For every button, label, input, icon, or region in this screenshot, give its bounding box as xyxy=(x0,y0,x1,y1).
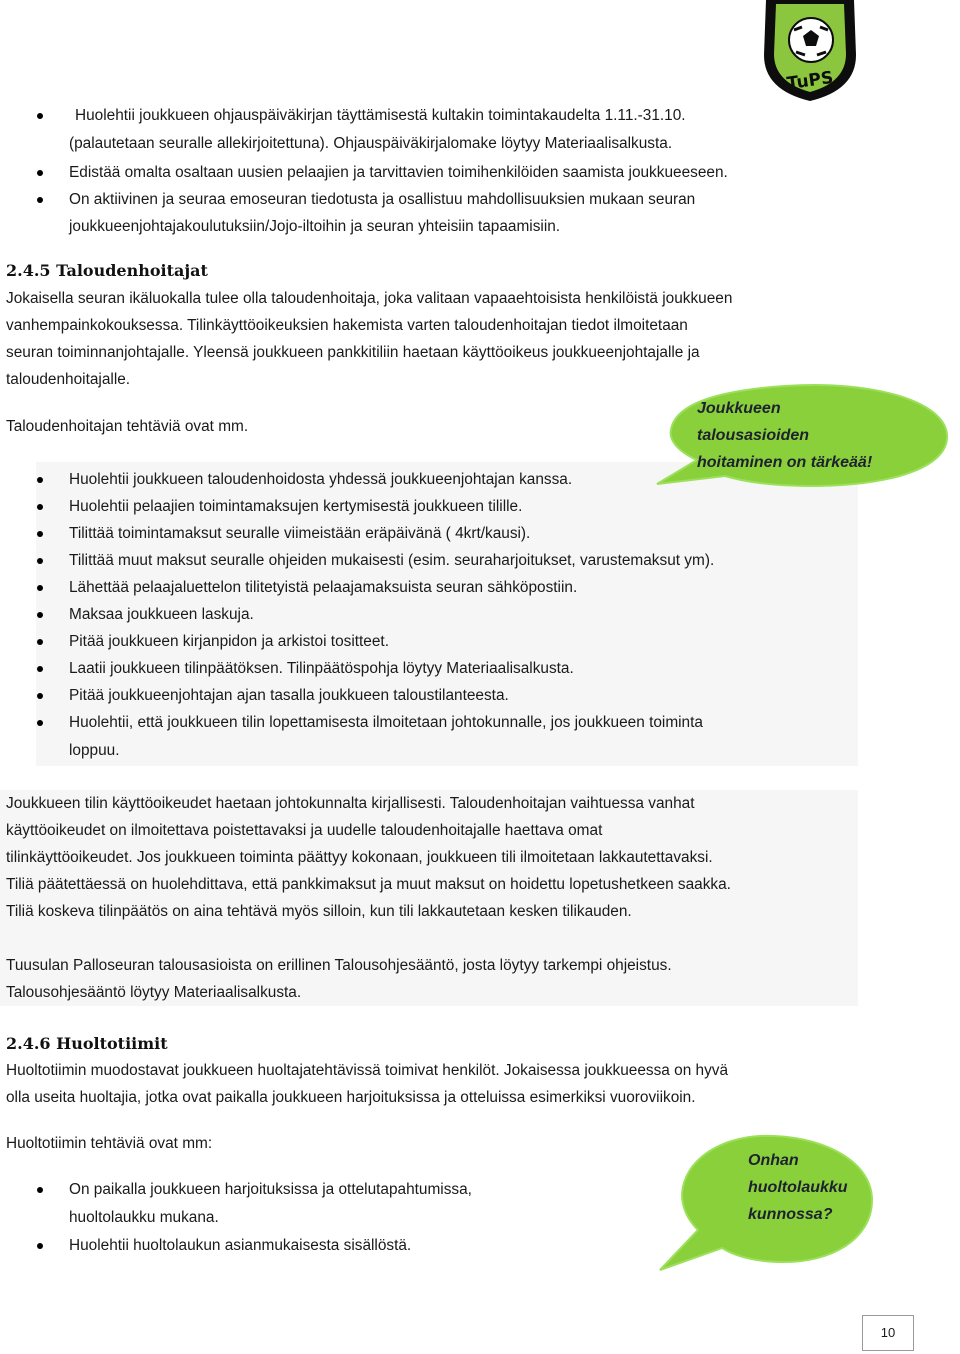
paragraph-line: Joukkueen tilin käyttöoikeudet haetaan johtokunnalta kirjallisesti. Taloudenhoitajan vaihtuessa vanhat xyxy=(6,795,695,812)
callout-line: talousasioiden xyxy=(697,427,810,444)
task-item-text: Huolehtii huoltolaukun asianmukaisesta sisällöstä. xyxy=(69,1237,412,1254)
paragraph-line: Tiliä koskeva tilinpäätös on aina tehtävä myös silloin, kun tili lakkautetaan kesken tilikauden. xyxy=(6,903,632,920)
bullet-icon xyxy=(37,666,43,672)
list-item-text: (palautetaan seuralle allekirjoitettuna). Ohjauspäiväkirjalomake löytyy Materiaalisalkusta. xyxy=(69,135,673,152)
section-heading: 2.4.6 Huoltotiimit xyxy=(6,1034,168,1053)
paragraph-line: taloudenhoitajalle. xyxy=(6,371,131,388)
task-item-text: Lähettää pelaajaluettelon tilitetyistä pelaajamaksuista seuran sähköpostiin. xyxy=(69,579,578,596)
bullet-icon xyxy=(37,113,43,119)
task-item-text: loppuu. xyxy=(69,742,120,759)
task-item-text: Tilittää muut maksut seuralle ohjeiden mukaisesti (esim. seuraharjoitukset, varustemaksut ym). xyxy=(69,552,715,569)
tasks-intro: Huoltotiimin tehtäviä ovat mm: xyxy=(6,1135,213,1152)
bullet-icon xyxy=(37,585,43,591)
task-item-text: Pitää joukkueen kirjanpidon ja arkistoi tositteet. xyxy=(69,633,389,650)
section-heading: 2.4.5 Taloudenhoitajat xyxy=(6,261,208,280)
bullet-icon xyxy=(37,558,43,564)
paragraph-line: tilinkäyttöoikeudet. Jos joukkueen toiminta päättyy kokonaan, joukkueen tili ilmoitetaan lakkautettavaksi. xyxy=(6,849,713,866)
callout-line: huoltolaukku xyxy=(748,1179,848,1196)
paragraph-line: Tiliä päätettäessä on huolehdittava, että pankkimaksut ja muut maksut on hoidettu lopetushetkeen saakka. xyxy=(6,876,731,893)
bullet-icon xyxy=(37,197,43,203)
list-item-text: Huolehtii joukkueen ohjauspäiväkirjan täyttämisestä kultakin toimintakaudelta 1.11.-31.10. xyxy=(75,107,686,124)
task-item-text: Huolehtii, että joukkueen tilin lopettamisesta ilmoitetaan johtokunnalle, jos joukkueen toiminta xyxy=(69,714,703,731)
paragraph-line: Jokaisella seuran ikäluokalla tulee olla taloudenhoitaja, joka valitaan vapaaehtoisista henkilöistä joukkueen xyxy=(6,290,733,307)
bullet-icon xyxy=(37,639,43,645)
paragraph-line: vanhempainkokouksessa. Tilinkäyttöoikeuksien hakemista varten taloudenhoitajan tiedot ilmoitetaan xyxy=(6,317,688,334)
task-item-text: Huolehtii pelaajien toimintamaksujen kertymisestä joukkueen tilille. xyxy=(69,498,523,515)
bullet-icon xyxy=(37,720,43,726)
task-item-text: On paikalla joukkueen harjoituksissa ja ottelutapahtumissa, xyxy=(69,1181,472,1198)
task-item-text: huoltolaukku mukana. xyxy=(69,1209,219,1226)
paragraph-line: käyttöoikeudet on ilmoitettava poistettavaksi ja uudelle taloudenhoitajalle haettava omat xyxy=(6,822,603,839)
bullet-icon xyxy=(37,477,43,483)
task-item-text: Laatii joukkueen tilinpäätöksen. Tilinpäätöspohja löytyy Materiaalisalkusta. xyxy=(69,660,574,677)
paragraph-line: olla useita huoltajia, jotka ovat paikalla joukkueen harjoituksissa ja otteluissa esimerkiksi vuoroviikoin. xyxy=(6,1089,696,1106)
callout-line: Onhan xyxy=(748,1152,799,1169)
club-logo xyxy=(758,0,862,104)
bullet-icon xyxy=(37,1243,43,1249)
paragraph-line: Talousohjesääntö löytyy Materiaalisalkusta. xyxy=(6,984,302,1001)
paragraph-line: seuran toiminnanjohtajalle. Yleensä joukkueen pankkitiliin haetaan käyttöoikeus joukkueenjohtajalle ja xyxy=(6,344,700,361)
bullet-icon xyxy=(37,531,43,537)
list-item-text: joukkueenjohtajakoulutuksiin/Jojo-iltoihin ja seuran yhteisiin tapaamisiin. xyxy=(69,218,561,235)
paragraph-line: Huoltotiimin muodostavat joukkueen huoltajatehtävissä toimivat henkilöt. Jokaisessa joukkueessa on hyvä xyxy=(6,1062,729,1079)
list-item-text: Edistää omalta osaltaan uusien pelaajien ja tarvittavien toimihenkilöiden saamista joukkueeseen. xyxy=(69,164,728,181)
task-item-text: Huolehtii joukkueen taloudenhoidosta yhdessä joukkueenjohtajan kanssa. xyxy=(69,471,573,488)
bullet-icon xyxy=(37,612,43,618)
callout-line: hoitaminen on tärkeää! xyxy=(697,454,873,471)
bullet-icon xyxy=(37,693,43,699)
callout-line: kunnossa? xyxy=(748,1206,833,1223)
page-number: 10 xyxy=(862,1315,914,1351)
paragraph-line: Tuusulan Palloseuran talousasioista on erillinen Talousohjesääntö, josta löytyy tarkempi ohjeistus. xyxy=(6,957,672,974)
logo-text: TuPS xyxy=(785,67,835,95)
task-item-text: Pitää joukkueenjohtajan ajan tasalla joukkueen taloustilanteesta. xyxy=(69,687,509,704)
tasks-intro: Taloudenhoitajan tehtäviä ovat mm. xyxy=(6,418,249,435)
task-item-text: Tilittää toimintamaksut seuralle viimeistään eräpäivänä ( 4krt/kausi). xyxy=(69,525,531,542)
task-item-text: Maksaa joukkueen laskuja. xyxy=(69,606,254,623)
bullet-icon xyxy=(37,504,43,510)
callout-line: Joukkueen xyxy=(697,400,781,417)
list-item-text: On aktiivinen ja seuraa emoseuran tiedotusta ja osallistuu mahdollisuuksien mukaan seuran xyxy=(69,191,696,208)
bullet-icon xyxy=(37,1187,43,1193)
club-logo-graphic xyxy=(758,0,862,104)
bullet-icon xyxy=(37,170,43,176)
